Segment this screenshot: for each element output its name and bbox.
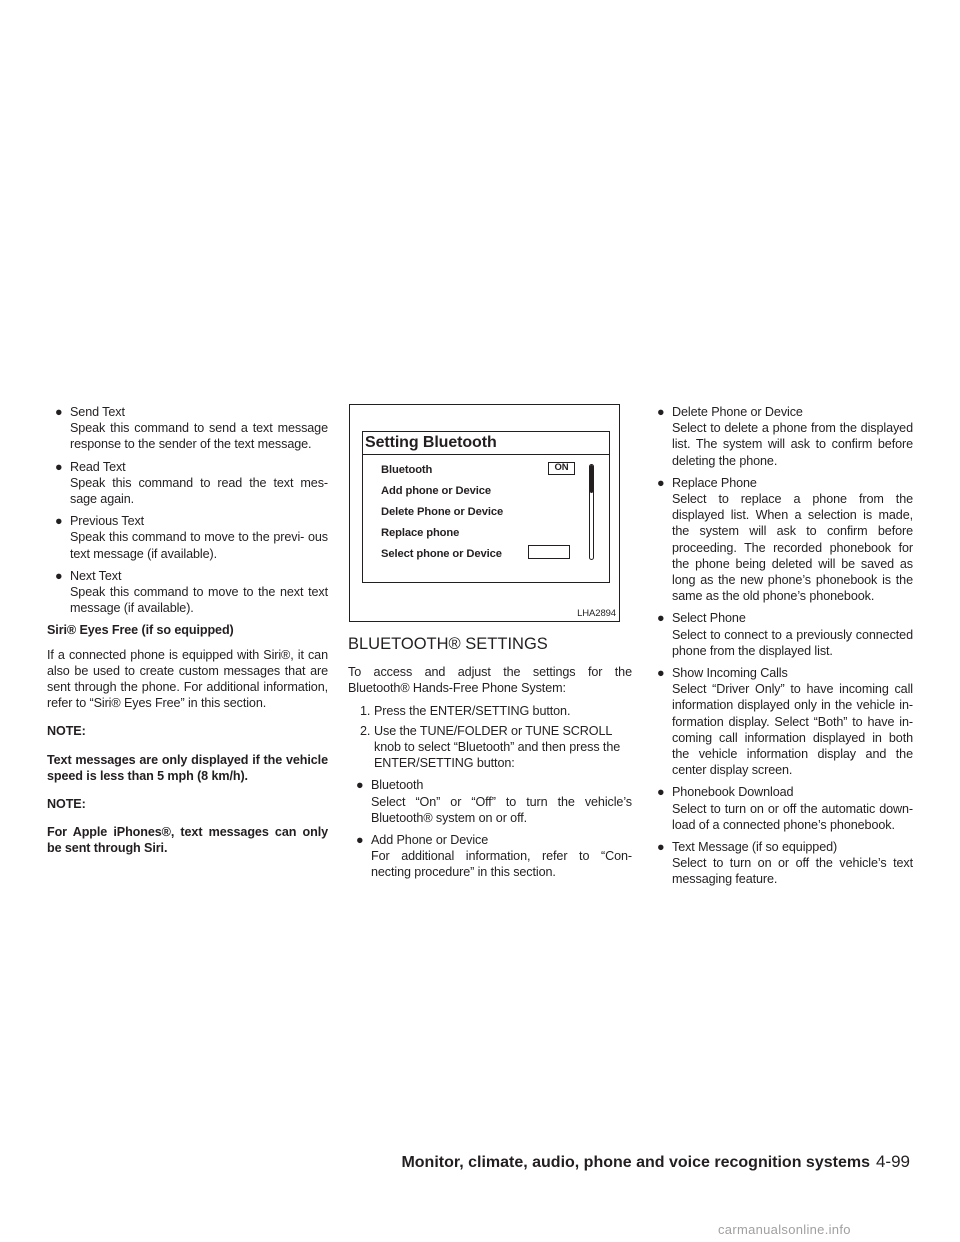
item-title: Delete Phone or Device [672,405,803,419]
bullet-icon: ● [657,785,665,800]
bullet-icon: ● [55,514,63,529]
item-title: Show Incoming Calls [672,666,788,681]
note-label: NOTE: [47,797,86,812]
item-desc: Select “On” or “Off” to turn the vehicle’s Bluetooth® system on or off. [371,794,632,825]
item-title: Previous Text [70,514,145,529]
list-item [47,568,328,617]
section-heading: BLUETOOTH® SETTINGS [348,635,548,653]
list-item [649,665,913,778]
item-title: Read Text [70,459,126,474]
bullet-icon: ● [657,611,665,626]
list-item [348,777,632,826]
note-text: For Apple iPhones®, text messages can only be sent through Siri. [47,825,328,856]
page-number: 4-99 [875,1152,910,1171]
step-item [348,723,632,772]
siri-heading: Siri® Eyes Free (if so equipped) [47,623,234,638]
item-desc: Speak this command to read the text mes- sage again. [70,475,328,507]
item-desc: Select to turn on or off the automatic down- load of a connected phone’s phonebook. [672,801,913,832]
item-title: Text Message (if so equipped) [672,840,838,855]
column-middle [348,404,632,887]
step-number: 2. [360,723,371,738]
bullet-icon: ● [657,475,665,490]
step-text: Press the ENTER/SETTING button. [374,703,571,718]
note-text: Text messages are only displayed if the vehicle speed is less than 5 mph (8 km/h). [47,752,328,783]
figure-label: LHA2894 [577,608,616,619]
item-desc: Select to connect to a previously connected phone from the displayed list. [672,627,913,658]
display-screen [362,431,610,583]
list-item [47,513,328,562]
screen-title: Setting Bluetooth [365,434,497,451]
scrollbar [589,464,594,560]
menu-item-bluetooth: Bluetooth [381,464,433,476]
list-item [47,459,328,508]
menu-item-replace-phone: Replace phone [381,527,460,539]
note-label: NOTE: [47,724,86,739]
item-title: Select Phone [672,611,746,626]
page-footer [401,1152,910,1172]
list-item [47,404,328,453]
list-item [649,839,913,888]
item-title: Phonebook Download [672,785,794,800]
column-left [47,404,328,869]
bullet-icon: ● [657,840,665,855]
item-title: Bluetooth [371,778,424,793]
column-right [649,404,913,894]
list-item [348,832,632,881]
step-item [348,703,632,719]
menu-item-delete-phone: Delete Phone or Device [381,506,504,518]
bullet-icon: ● [657,405,665,419]
item-title: Replace Phone [672,475,757,490]
bullet-icon: ● [356,833,364,848]
footer-section-title: Monitor, climate, audio, phone and voice recognition systems [401,1154,870,1171]
bullet-icon: ● [55,568,63,583]
item-title: Add Phone or Device [371,833,489,848]
on-indicator: ON [548,462,575,475]
list-item [649,610,913,659]
item-title: Send Text [70,405,125,419]
menu-item-add-phone: Add phone or Device [381,485,491,497]
list-item [649,404,913,469]
item-desc: Select to turn on or off the vehicle’s text messaging feature. [672,856,913,887]
intro-paragraph: To access and adjust the settings for the Bluetooth® Hands-Free Phone System: [348,665,632,696]
item-desc: Speak this command to move to the next text message (if available). [70,585,328,616]
item-desc: Select “Driver Only” to have incoming call information displayed only in the vehicle in- formation display. Select “Both” to have in- coming call information displayed in both the vehicle information display and the center display screen. [672,682,913,778]
bullet-icon: ● [55,405,63,419]
item-desc: Speak this command to send a text message response to the sender of the text message. [70,421,328,452]
scrollbar-thumb [590,465,593,493]
item-desc: For additional information, refer to “Con- necting procedure” in this section. [371,849,632,880]
divider [363,454,609,455]
item-desc: Speak this command to move to the previ- ous text message (if available). [70,530,328,561]
item-title: Next Text [70,568,122,583]
selected-phone-box [528,545,570,559]
menu-item-select-phone: Select phone or Device [381,548,502,560]
bullet-icon: ● [55,459,63,474]
bullet-icon: ● [356,778,364,793]
bullet-icon: ● [657,666,665,681]
bluetooth-settings-figure [349,404,620,622]
list-item [649,784,913,833]
item-desc: Select to delete a phone from the displayed list. The system will ask to confirm before deleting the phone. [672,421,913,468]
step-text: Use the TUNE/FOLDER or TUNE SCROLL knob to select “Bluetooth” and then press the ENTER/SETTING button: [374,723,621,771]
watermark: carmanualsonline.info [718,1222,851,1237]
list-item [649,475,913,605]
siri-paragraph: If a connected phone is equipped with Siri®, it can also be used to create custom messages that are sent through the phone. For additional information, refer to “Siri® Eyes Free” in this section. [47,647,328,711]
step-number: 1. [360,703,371,718]
item-desc: Select to replace a phone from the displayed list. When a selection is made, the system will ask to confirm before proceeding. The recorded phonebook for the phone being deleted will be saved as long as the new phone’s phonebook is the same as the old phone’s phonebook. [672,492,913,604]
